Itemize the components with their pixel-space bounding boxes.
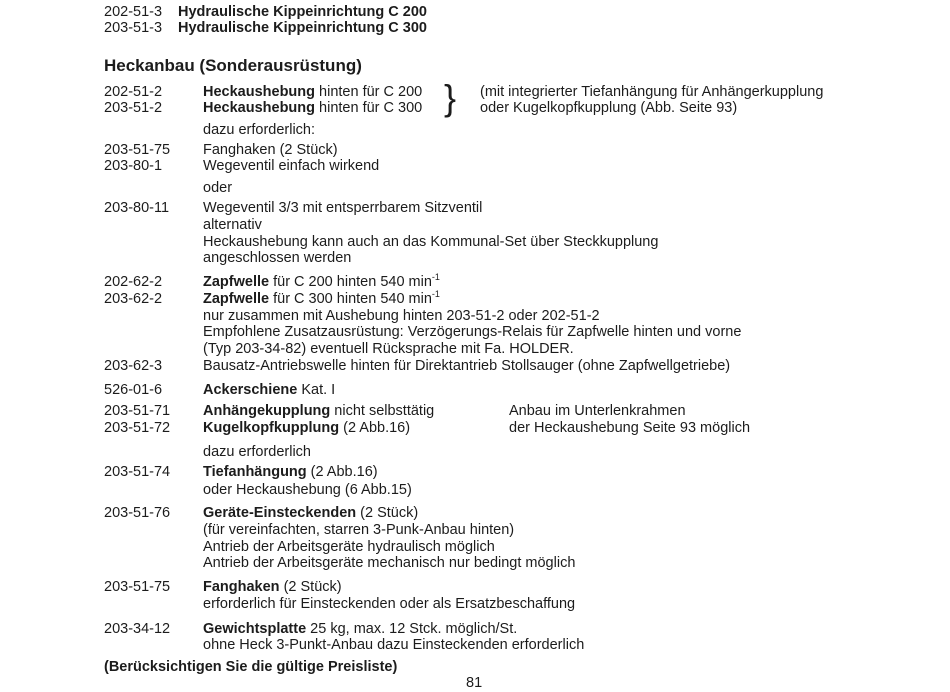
connector-text: oder [203, 180, 233, 196]
section-heading: Heckanbau (Sonderausrüstung) [104, 56, 362, 75]
item-description: Bausatz-Antriebswelle hinten für Direktantrieb Stollsauger (ohne Zapfwellgetriebe) [203, 358, 731, 374]
item-description: alternativ [203, 217, 262, 233]
item-number: 203-62-3 [104, 358, 163, 374]
item-number: 203-51-3 [104, 20, 163, 36]
item-number: 203-51-72 [104, 420, 171, 436]
item-note: (für vereinfachten, starren 3-Punk-Anbau hinten) [203, 522, 515, 538]
item-number: 203-80-1 [104, 158, 163, 174]
requirement-label: dazu erforderlich: [203, 122, 316, 138]
item-description: Fanghaken (2 Stück) [203, 142, 338, 158]
item-description: Heckaushebung hinten für C 300 [203, 100, 423, 116]
item-number: 202-62-2 [104, 274, 163, 290]
item-number: 203-51-74 [104, 464, 171, 480]
item-note: oder Heckaushebung (6 Abb.15) [203, 482, 412, 498]
item-description: Fanghaken (2 Stück) [203, 579, 342, 595]
item-note: oder Kugelkopfkupplung (Abb. Seite 93) [480, 100, 738, 116]
item-note: ohne Heck 3-Punkt-Anbau dazu Einsteckenden erforderlich [203, 637, 585, 653]
item-number: 203-51-2 [104, 100, 163, 116]
item-description: Tiefanhängung (2 Abb.16) [203, 464, 378, 480]
item-number: 202-51-3 [104, 4, 163, 20]
item-description: Gewichtsplatte 25 kg, max. 12 Stck. möglich/St. [203, 621, 518, 637]
item-note: erforderlich für Einsteckenden oder als Ersatzbeschaffung [203, 596, 576, 612]
item-description: Heckaushebung hinten für C 200 [203, 84, 423, 100]
item-note: nur zusammen mit Aushebung hinten 203-51-2 oder 202-51-2 [203, 308, 600, 324]
item-note: (Typ 203-34-82) eventuell Rücksprache mit Fa. HOLDER. [203, 341, 574, 357]
item-description: angeschlossen werden [203, 250, 352, 266]
item-note: der Heckaushebung Seite 93 möglich [509, 420, 751, 436]
item-number: 203-34-12 [104, 621, 171, 637]
item-description: Ackerschiene Kat. I [203, 382, 336, 398]
item-note: Antrieb der Arbeitsgeräte mechanisch nur bedingt möglich [203, 555, 576, 571]
brace-icon: } [444, 77, 457, 118]
item-number: 203-51-71 [104, 403, 171, 419]
item-number: 526-01-6 [104, 382, 163, 398]
item-description: Kugelkopfkupplung (2 Abb.16) [203, 420, 411, 436]
item-number: 202-51-2 [104, 84, 163, 100]
item-description: Wegeventil einfach wirkend [203, 158, 380, 174]
item-note: Anbau im Unterlenkrahmen [509, 403, 686, 419]
item-number: 203-51-75 [104, 142, 171, 158]
item-note: (mit integrierter Tiefanhängung für Anhängerkupplung [480, 84, 824, 100]
page-number: 81 [466, 675, 483, 691]
footer-note: (Berücksichtigen Sie die gültige Preisliste) [104, 659, 398, 675]
item-description: Anhängekupplung nicht selbsttätig [203, 403, 435, 419]
item-description: Geräte-Einsteckenden (2 Stück) [203, 505, 419, 521]
item-title: Hydraulische Kippeinrichtung C 300 [178, 20, 427, 36]
item-note: Empfohlene Zusatzausrüstung: Verzögerungs-Relais für Zapfwelle hinten und vorne [203, 324, 742, 340]
item-title: Hydraulische Kippeinrichtung C 200 [178, 4, 427, 20]
item-number: 203-80-11 [104, 200, 170, 216]
item-description: Wegeventil 3/3 mit entsperrbarem Sitzventil [203, 200, 483, 216]
item-description: Heckaushebung kann auch an das Kommunal-Set über Steckkupplung [203, 234, 659, 250]
item-number: 203-62-2 [104, 291, 163, 307]
item-description: Zapfwelle für C 200 hinten 540 $\min^{-1}$ [203, 272, 440, 290]
item-number: 203-51-75 [104, 579, 171, 595]
item-number: 203-51-76 [104, 505, 171, 521]
item-note: Antrieb der Arbeitsgeräte hydraulisch möglich [203, 539, 495, 555]
item-description: Zapfwelle für C 300 hinten 540 $\min^{-1}$ [203, 289, 440, 307]
requirement-label: dazu erforderlich [203, 444, 311, 460]
